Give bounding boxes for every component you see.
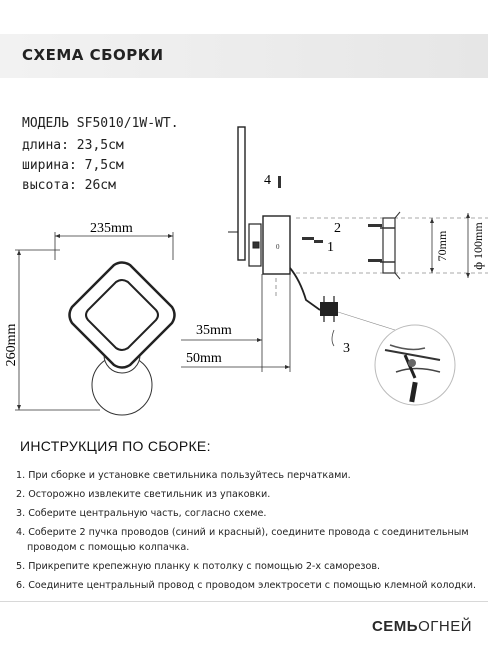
step-label-1: 1 — [327, 240, 334, 255]
list-item: 1. При сборке и установке светильника пользуйтесь перчатками. — [16, 470, 351, 481]
mounting-plate — [380, 212, 400, 279]
spec-width: ширина: 7,5см — [22, 158, 124, 173]
brand-logo — [372, 618, 472, 635]
lamp-side-view — [228, 127, 290, 274]
dim-50-label: 50mm — [186, 351, 222, 366]
dim-35-label: 35mm — [196, 323, 232, 338]
step-label-4: 4 — [264, 173, 271, 188]
footer-divider — [0, 601, 488, 602]
spec-model: МОДЕЛЬ SF5010/1W-WT. — [22, 116, 179, 131]
brand-bold: СЕМЬ — [371, 618, 419, 635]
list-item: 5. Прикрепите крепежную планку к потолку с помощью 2-х саморезов. — [16, 561, 381, 572]
dim-235-label: 235mm — [90, 221, 133, 236]
dim-70-label: 70mm — [435, 230, 449, 262]
step-label-2: 2 — [334, 221, 341, 236]
list-item: 3. Соберите центральную часть, согласно схеме. — [16, 508, 267, 519]
page-title: СХЕМА СБОРКИ — [22, 46, 164, 64]
lamp-front-view — [70, 263, 175, 416]
wire — [290, 268, 320, 310]
spec-length: длина: 23,5см — [22, 138, 124, 153]
list-item: 6. Соедините центральный провод с проводом электросети с помощью клемной колодки. — [16, 580, 477, 591]
list-item: 2. Осторожно извлеките светильник из упаковки. — [16, 489, 271, 500]
list-item: проводом с помощью колпачка. — [27, 542, 190, 553]
wire-detail-view — [338, 312, 455, 405]
dim-260-label: 260mm — [4, 323, 19, 367]
instructions-title: ИНСТРУКЦИЯ ПО СБОРКЕ: — [20, 438, 211, 454]
list-item: 4. Соберите 2 пучка проводов (синий и красный), соедините провода с соединительным — [16, 527, 469, 538]
step-label-3: 3 — [343, 341, 350, 356]
spec-height: высота: 26см — [22, 178, 116, 193]
brand-light: ОГНЕЙ — [418, 618, 472, 635]
svg-text:0: 0 — [276, 243, 280, 251]
dim-100-label: ф 100mm — [471, 222, 485, 270]
terminal-block — [320, 302, 338, 316]
